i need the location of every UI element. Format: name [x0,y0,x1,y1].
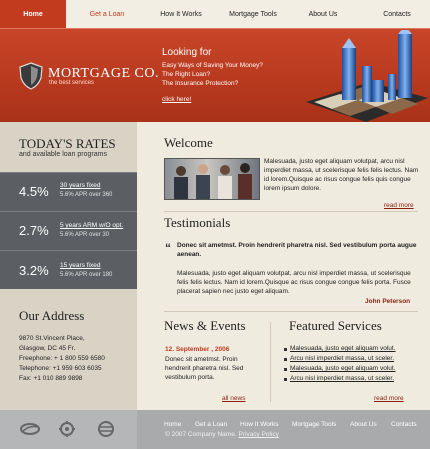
leaf-icon[interactable] [20,421,40,437]
welcome-read-more-link[interactable]: read more [384,202,414,209]
services-title: Featured Services [289,318,382,333]
service-link[interactable]: Malesuada, justo eget aliquam volut. [290,345,396,352]
address-fax: Fax: +1 010 889 9898 [19,375,83,382]
bullet-icon [284,378,287,381]
bullet-icon [284,358,287,361]
rates-subtitle: and available loan programs [19,151,107,158]
address-phone: Telephone: +1 959 603 6035 [19,365,102,372]
address-line: Glasgow, DC 45 Fr. [19,345,76,352]
testimonials-title: Testimonials [164,215,231,230]
quote-icon: “ [165,241,171,255]
looking-for-line: Easy Ways of Saving Your Money? [162,62,263,69]
click-here-link[interactable]: click here! [162,96,192,103]
nav-home[interactable]: Home [0,0,66,28]
divider [164,311,418,312]
address-phone: Freephone: + 1 800 559 6580 [19,355,105,362]
shield-logo-icon [18,62,44,90]
business-people-icon [165,159,259,199]
footer-link-get-a-loan[interactable]: Get a Loan [195,421,228,428]
testimonial-author: John Peterson [365,298,411,305]
testimonial-lead: Donec sit ametmst. Proin hendrerit pharetra nisl. Sed vestibulum porta augue aenean. [177,242,417,258]
all-news-link[interactable]: all news [222,395,246,402]
rate-apr: 5.6% APR over 30 [60,232,110,238]
looking-for-line: The Insurance Protection? [162,80,239,87]
top-navigation [0,0,430,28]
footer-link-home[interactable]: Home [164,421,182,428]
news-date: 12. September , 2006 [165,346,230,353]
rate-apr: 5.6% APR over 180 [60,272,113,278]
service-link[interactable]: Arcu nisl imperdiet massa, ut sceler. [290,355,395,362]
footer-link-contacts[interactable]: Contacts [391,421,417,428]
chessboard-buildings-illustration [300,30,430,122]
divider [164,211,418,212]
rate-percent: 2.7% [19,223,49,238]
gear-icon[interactable] [58,420,76,438]
logo-tagline: the best services [49,80,95,86]
welcome-title: Welcome [164,135,213,150]
testimonial-text: Malesuada, justo eget aliquam volutpat, arcu nisl imperdiet massa, ut scelerisque felis felis lectus. Nam id lorem.Quisque ac risus congue congue felis porta. Fusce placerat sapien nec justo eget aliquam. [177,270,411,295]
rates-title: TODAY'S RATES [19,136,116,151]
nav-get-a-loan[interactable]: Get a Loan [89,10,125,18]
bullet-icon [284,348,287,351]
nav-contacts[interactable]: Contacts [383,10,411,18]
news-title: News & Events [164,318,246,333]
footer-link-mortgage-tools[interactable]: Mortgage Tools [292,421,337,428]
news-text: Donec sit ametmst. Proin hendrerit pharetra nisl. Sed vestibulum porta. [165,356,244,381]
footer-link-about-us[interactable]: About Us [350,421,377,428]
nav-mortgage-tools[interactable]: Mortgage Tools [229,10,277,18]
welcome-text: Malesuada, justo eget aliquam volutpat, arcu nisl imperdiet massa, ut scelerisque felis felis lectus. Nam id lorem.Quisque ac risus congue felis quis congue lorem ipsum dolore. [264,158,419,192]
service-link[interactable]: Malesuada, justo eget aliquam volut. [290,365,396,372]
looking-for-line: The Right Loan? [162,71,211,78]
privacy-policy-link[interactable]: Privacy Policy [238,431,279,438]
rate-program-link[interactable]: 15 years fixed [60,262,101,269]
column-divider [270,322,271,402]
rate-percent: 3.2% [19,263,49,278]
nav-how-it-works[interactable]: How It Works [160,10,202,18]
bullet-icon [284,368,287,371]
welcome-photo [164,158,260,200]
address-line: 9870 St.Vincent Place, [19,335,85,342]
looking-for-title: Looking for [162,47,212,58]
address-title: Our Address [19,308,85,323]
nav-about-us[interactable]: About Us [308,10,338,18]
logo-text[interactable]: MORTGAGE CO. [48,66,159,81]
rate-program-link[interactable]: 30 years fixed [60,182,101,189]
globe-icon[interactable] [97,420,115,438]
rate-percent: 4.5% [19,184,49,199]
copyright-text: © 2007 Company Name. [165,431,237,438]
rate-apr: 5.6% APR over 360 [60,192,113,198]
header-edge [0,28,430,29]
copyright [165,431,279,438]
services-read-more-link[interactable]: read more [374,395,404,402]
footer-link-how-it-works[interactable]: How It Works [240,421,279,428]
service-link[interactable]: Arcu nisl imperdiet massa, ut sceler. [290,375,395,382]
rate-program-link[interactable]: 5 years ARM w/O opt. [60,222,124,229]
